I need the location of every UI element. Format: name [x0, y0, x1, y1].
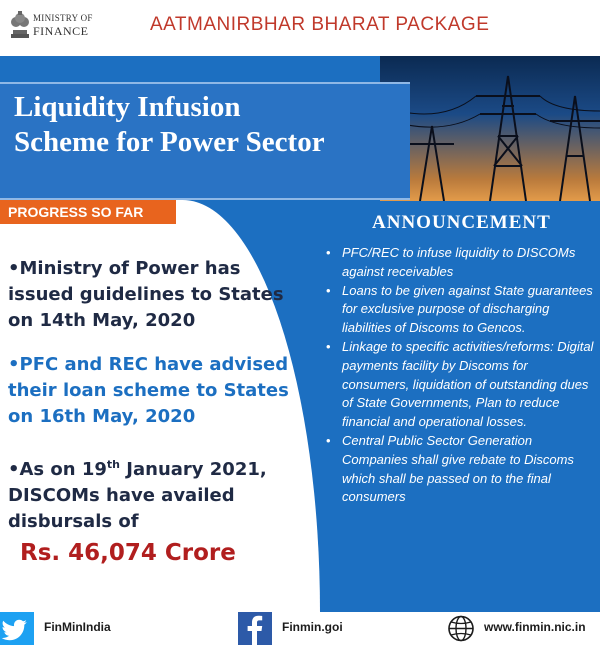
- progress-bullet-1: •Ministry of Power has issued guidelines to States on 14th May, 2020: [8, 258, 284, 331]
- scheme-title-line1: Liquidity Infusion: [14, 91, 241, 123]
- bullet3-superscript: th: [106, 458, 121, 471]
- announcement-item: • Central Public Sector Generation Companies shall give rebate to Discoms which shall be passed on to the final consumers: [324, 432, 596, 507]
- disbursal-amount: Rs. 46,074 Crore: [20, 540, 236, 566]
- ministry-line2: FINANCE: [33, 24, 89, 38]
- facebook-icon[interactable]: [238, 612, 272, 645]
- pylon-icon: [380, 56, 600, 201]
- facebook-handle[interactable]: Finmin.goi: [282, 620, 343, 634]
- package-title: AATMANIRBHAR BHARAT PACKAGE: [150, 14, 490, 35]
- announcement-item: • PFC/REC to infuse liquidity to DISCOMs against receivables: [324, 244, 596, 282]
- announcement-list: [324, 244, 596, 507]
- progress-tab: PROGRESS SO FAR: [0, 200, 176, 224]
- bullet3-prefix: •As on 19: [8, 459, 107, 480]
- ministry-logo-text: [33, 12, 93, 38]
- progress-bullet-3: [8, 452, 308, 535]
- globe-icon[interactable]: [446, 612, 476, 645]
- power-pylon-photo: [380, 56, 600, 201]
- bullet3-suffix: January 2021, DISCOMs have availed disbursals of: [8, 459, 267, 532]
- ministry-line1: MINISTRY OF: [33, 13, 93, 23]
- website-link[interactable]: www.finmin.nic.in: [484, 620, 586, 634]
- twitter-icon[interactable]: [0, 612, 34, 645]
- announcement-title: ANNOUNCEMENT: [372, 212, 551, 233]
- scheme-title-line2: Scheme for Power Sector: [14, 126, 325, 158]
- scheme-title: [14, 90, 325, 160]
- twitter-handle[interactable]: FinMinIndia: [44, 620, 111, 634]
- announcement-item: • Linkage to specific activities/reforms: Digital payments facility by Discoms for consumers, liquidation of outstanding dues of State Governments, Plan to reduce financial and operational losses.: [324, 338, 596, 432]
- header: [0, 0, 600, 52]
- announcement-item: • Loans to be given against State guarantees for exclusive purpose of discharging liabilities of Discoms to Gencos.: [324, 282, 596, 338]
- progress-bullet-2: •PFC and REC have advised their loan scheme to States on 16th May, 2020: [8, 354, 289, 427]
- national-emblem-icon: [8, 8, 32, 42]
